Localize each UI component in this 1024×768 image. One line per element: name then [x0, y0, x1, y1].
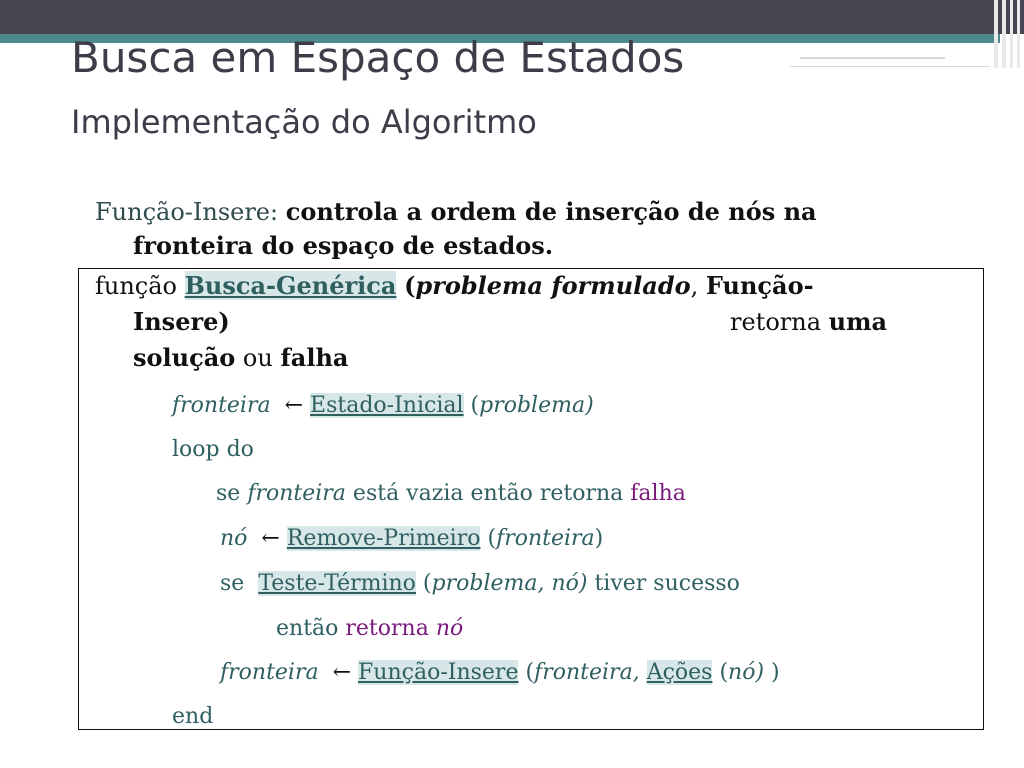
returns-value-1: uma	[828, 307, 888, 336]
arg-problema: problema)	[479, 393, 594, 418]
arg-no: nó)	[728, 660, 765, 685]
fn-teste-termino: Teste-Término	[258, 571, 416, 596]
var-no: nó	[220, 526, 248, 551]
param-funcao-insere-2: Insere)	[133, 307, 230, 336]
assign-arrow: ←	[332, 660, 352, 685]
intro-text-1: controla a ordem de inserção de nós na	[285, 197, 817, 226]
open-paren: (	[719, 660, 729, 685]
success-clause: tiver sucesso	[594, 571, 740, 596]
param-comma: ,	[690, 272, 699, 300]
kw-retorna: retorna	[345, 616, 429, 641]
signature-line-3	[95, 340, 975, 376]
intro-label: Função-Insere:	[95, 198, 279, 226]
function-signature	[95, 268, 975, 376]
intro-line-1	[95, 195, 985, 229]
signature-line-1	[95, 268, 975, 304]
close-paren: )	[594, 526, 604, 551]
fn-funcao-insere: Função-Insere	[358, 660, 519, 685]
open-paren: (	[404, 271, 416, 300]
param-problema: problema formulado	[415, 271, 691, 300]
kw-se: se	[220, 571, 245, 596]
fn-remove-primeiro: Remove-Primeiro	[286, 526, 481, 551]
kw-se: se	[216, 481, 241, 506]
signature-line-2	[95, 304, 975, 340]
intro-line-2	[95, 229, 985, 263]
kw-entao: então	[276, 616, 339, 641]
function-name: Busca-Genérica	[184, 271, 397, 300]
args-problema-no: problema, nó)	[431, 571, 588, 596]
code-line-8	[172, 703, 213, 731]
code-line-4	[220, 525, 603, 553]
keyword-funcao: função	[95, 272, 177, 300]
corner-stripe	[994, 0, 998, 68]
returns-clause	[730, 304, 887, 340]
slide-subtitle: Implementação do Algoritmo	[71, 103, 537, 141]
returns-value-2: solução	[133, 343, 236, 372]
decorative-line	[790, 66, 990, 67]
var-fronteira: fronteira	[247, 481, 346, 506]
or-word: ou	[242, 344, 273, 372]
open-paren: (	[470, 393, 480, 418]
intro-paragraph	[95, 195, 985, 263]
loop-do: loop do	[172, 437, 254, 462]
returns-value-3: falha	[280, 343, 349, 372]
ret-falha: falha	[630, 481, 686, 506]
open-paren: (	[487, 526, 497, 551]
var-fronteira: fronteira	[172, 393, 271, 418]
fn-acoes: Ações	[646, 660, 713, 685]
corner-stripe	[1017, 0, 1020, 68]
code-line-5	[220, 570, 740, 598]
assign-arrow: ←	[284, 393, 304, 418]
slide-title: Busca em Espaço de Estados	[71, 33, 685, 82]
decorative-line	[800, 57, 945, 59]
arg-fronteira: fronteira,	[534, 660, 640, 685]
param-funcao-insere-1: Função-	[705, 271, 814, 300]
corner-stripe	[1010, 0, 1013, 68]
code-line-6	[276, 615, 463, 643]
intro-text-2: fronteira do espaço de estados.	[133, 231, 554, 260]
code-line-3	[216, 480, 686, 508]
arg-fronteira: fronteira	[496, 526, 595, 551]
ret-no: nó	[435, 616, 464, 641]
fn-estado-inicial: Estado-Inicial	[310, 393, 464, 418]
assign-arrow: ←	[261, 526, 280, 551]
code-line-2	[172, 436, 254, 464]
end-keyword: end	[172, 704, 214, 729]
var-fronteira: fronteira	[220, 660, 319, 685]
top-bar	[0, 0, 1024, 34]
open-paren: (	[525, 660, 535, 685]
code-line-7	[220, 659, 780, 687]
close-paren: )	[771, 660, 780, 685]
open-paren: (	[422, 571, 432, 596]
code-line-1	[172, 392, 594, 420]
empty-check: está vazia então retorna	[352, 481, 624, 506]
returns-word: retorna	[730, 308, 822, 336]
corner-stripe	[1002, 0, 1006, 68]
